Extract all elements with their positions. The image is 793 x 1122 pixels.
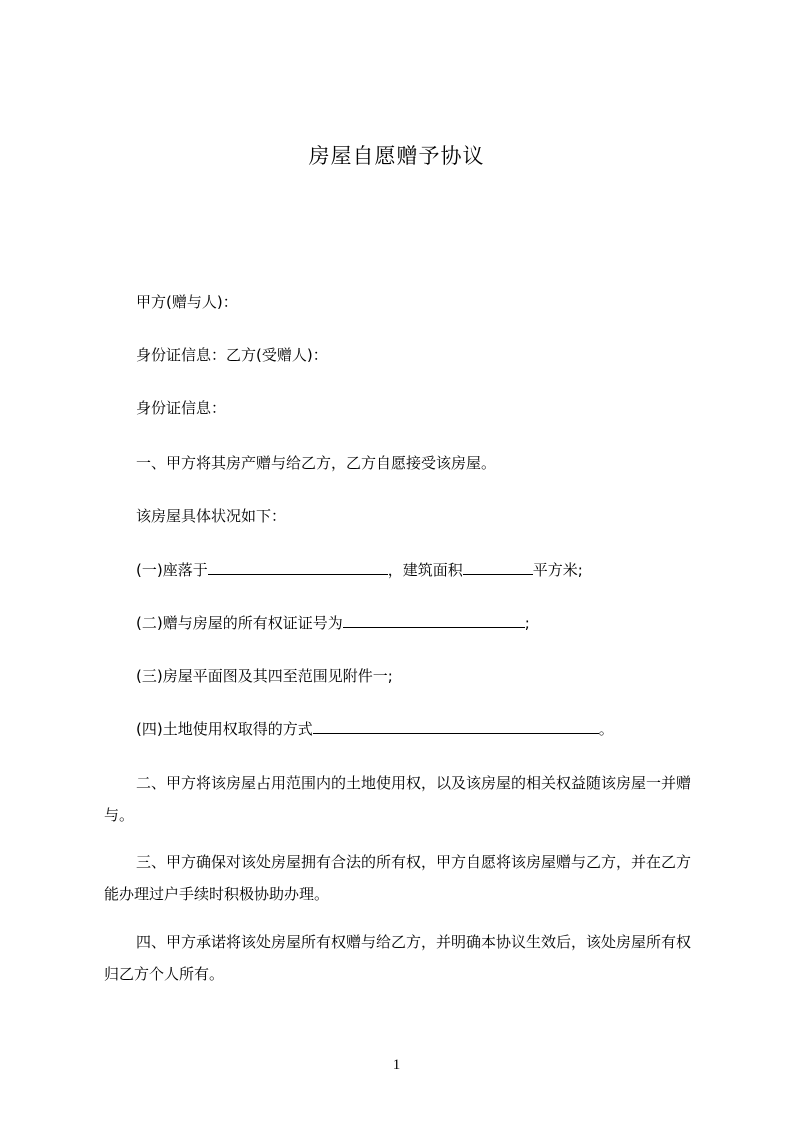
house-item-4-suffix: 。 bbox=[598, 720, 614, 738]
id-info-party-b-line: 身份证信息：乙方(受赠人)： bbox=[136, 346, 328, 364]
clause-3: 三、甲方确保对该处房屋拥有合法的所有权，甲方自愿将该房屋赠与乙方，并在乙方能办理过户手续时积极协助办理。 bbox=[104, 853, 692, 903]
clause-1: 一、甲方将其房产赠与给乙方，乙方自愿接受该房屋。 bbox=[136, 454, 497, 472]
house-item-2-prefix: (二)赠与房屋的所有权证证号为 bbox=[136, 614, 343, 632]
land-use-method-blank bbox=[313, 718, 599, 734]
clause-4: 四、甲方承诺将该处房屋所有权赠与给乙方，并明确本协议生效后，该处房屋所有权归乙方个人所有。 bbox=[104, 933, 692, 983]
house-details-intro: 该房屋具体状况如下： bbox=[136, 507, 287, 525]
house-item-2-suffix: ; bbox=[524, 614, 530, 632]
house-item-4-prefix: (四)土地使用权取得的方式 bbox=[136, 720, 313, 738]
house-item-1-suffix: 平方米; bbox=[532, 561, 583, 579]
house-item-1 bbox=[136, 559, 583, 581]
house-item-1-prefix: (一)座落于 bbox=[136, 561, 208, 579]
house-item-4 bbox=[136, 718, 614, 740]
clause-2: 二、甲方将该房屋占用范围内的土地使用权，以及该房屋的相关权益随该房屋一并赠与。 bbox=[104, 774, 692, 824]
party-a-line: 甲方(赠与人)： bbox=[136, 293, 238, 311]
document-title: 房屋自愿赠予协议 bbox=[308, 144, 485, 168]
page-number: 1 bbox=[392, 1057, 401, 1073]
location-blank bbox=[208, 559, 388, 575]
id-info-line: 身份证信息： bbox=[136, 399, 227, 417]
house-item-2 bbox=[136, 612, 530, 634]
house-item-1-middle: ，建筑面积 bbox=[387, 561, 463, 579]
house-item-3: (三)房屋平面图及其四至范围见附件一; bbox=[136, 667, 393, 685]
area-blank bbox=[463, 559, 533, 575]
certificate-number-blank bbox=[343, 612, 525, 628]
